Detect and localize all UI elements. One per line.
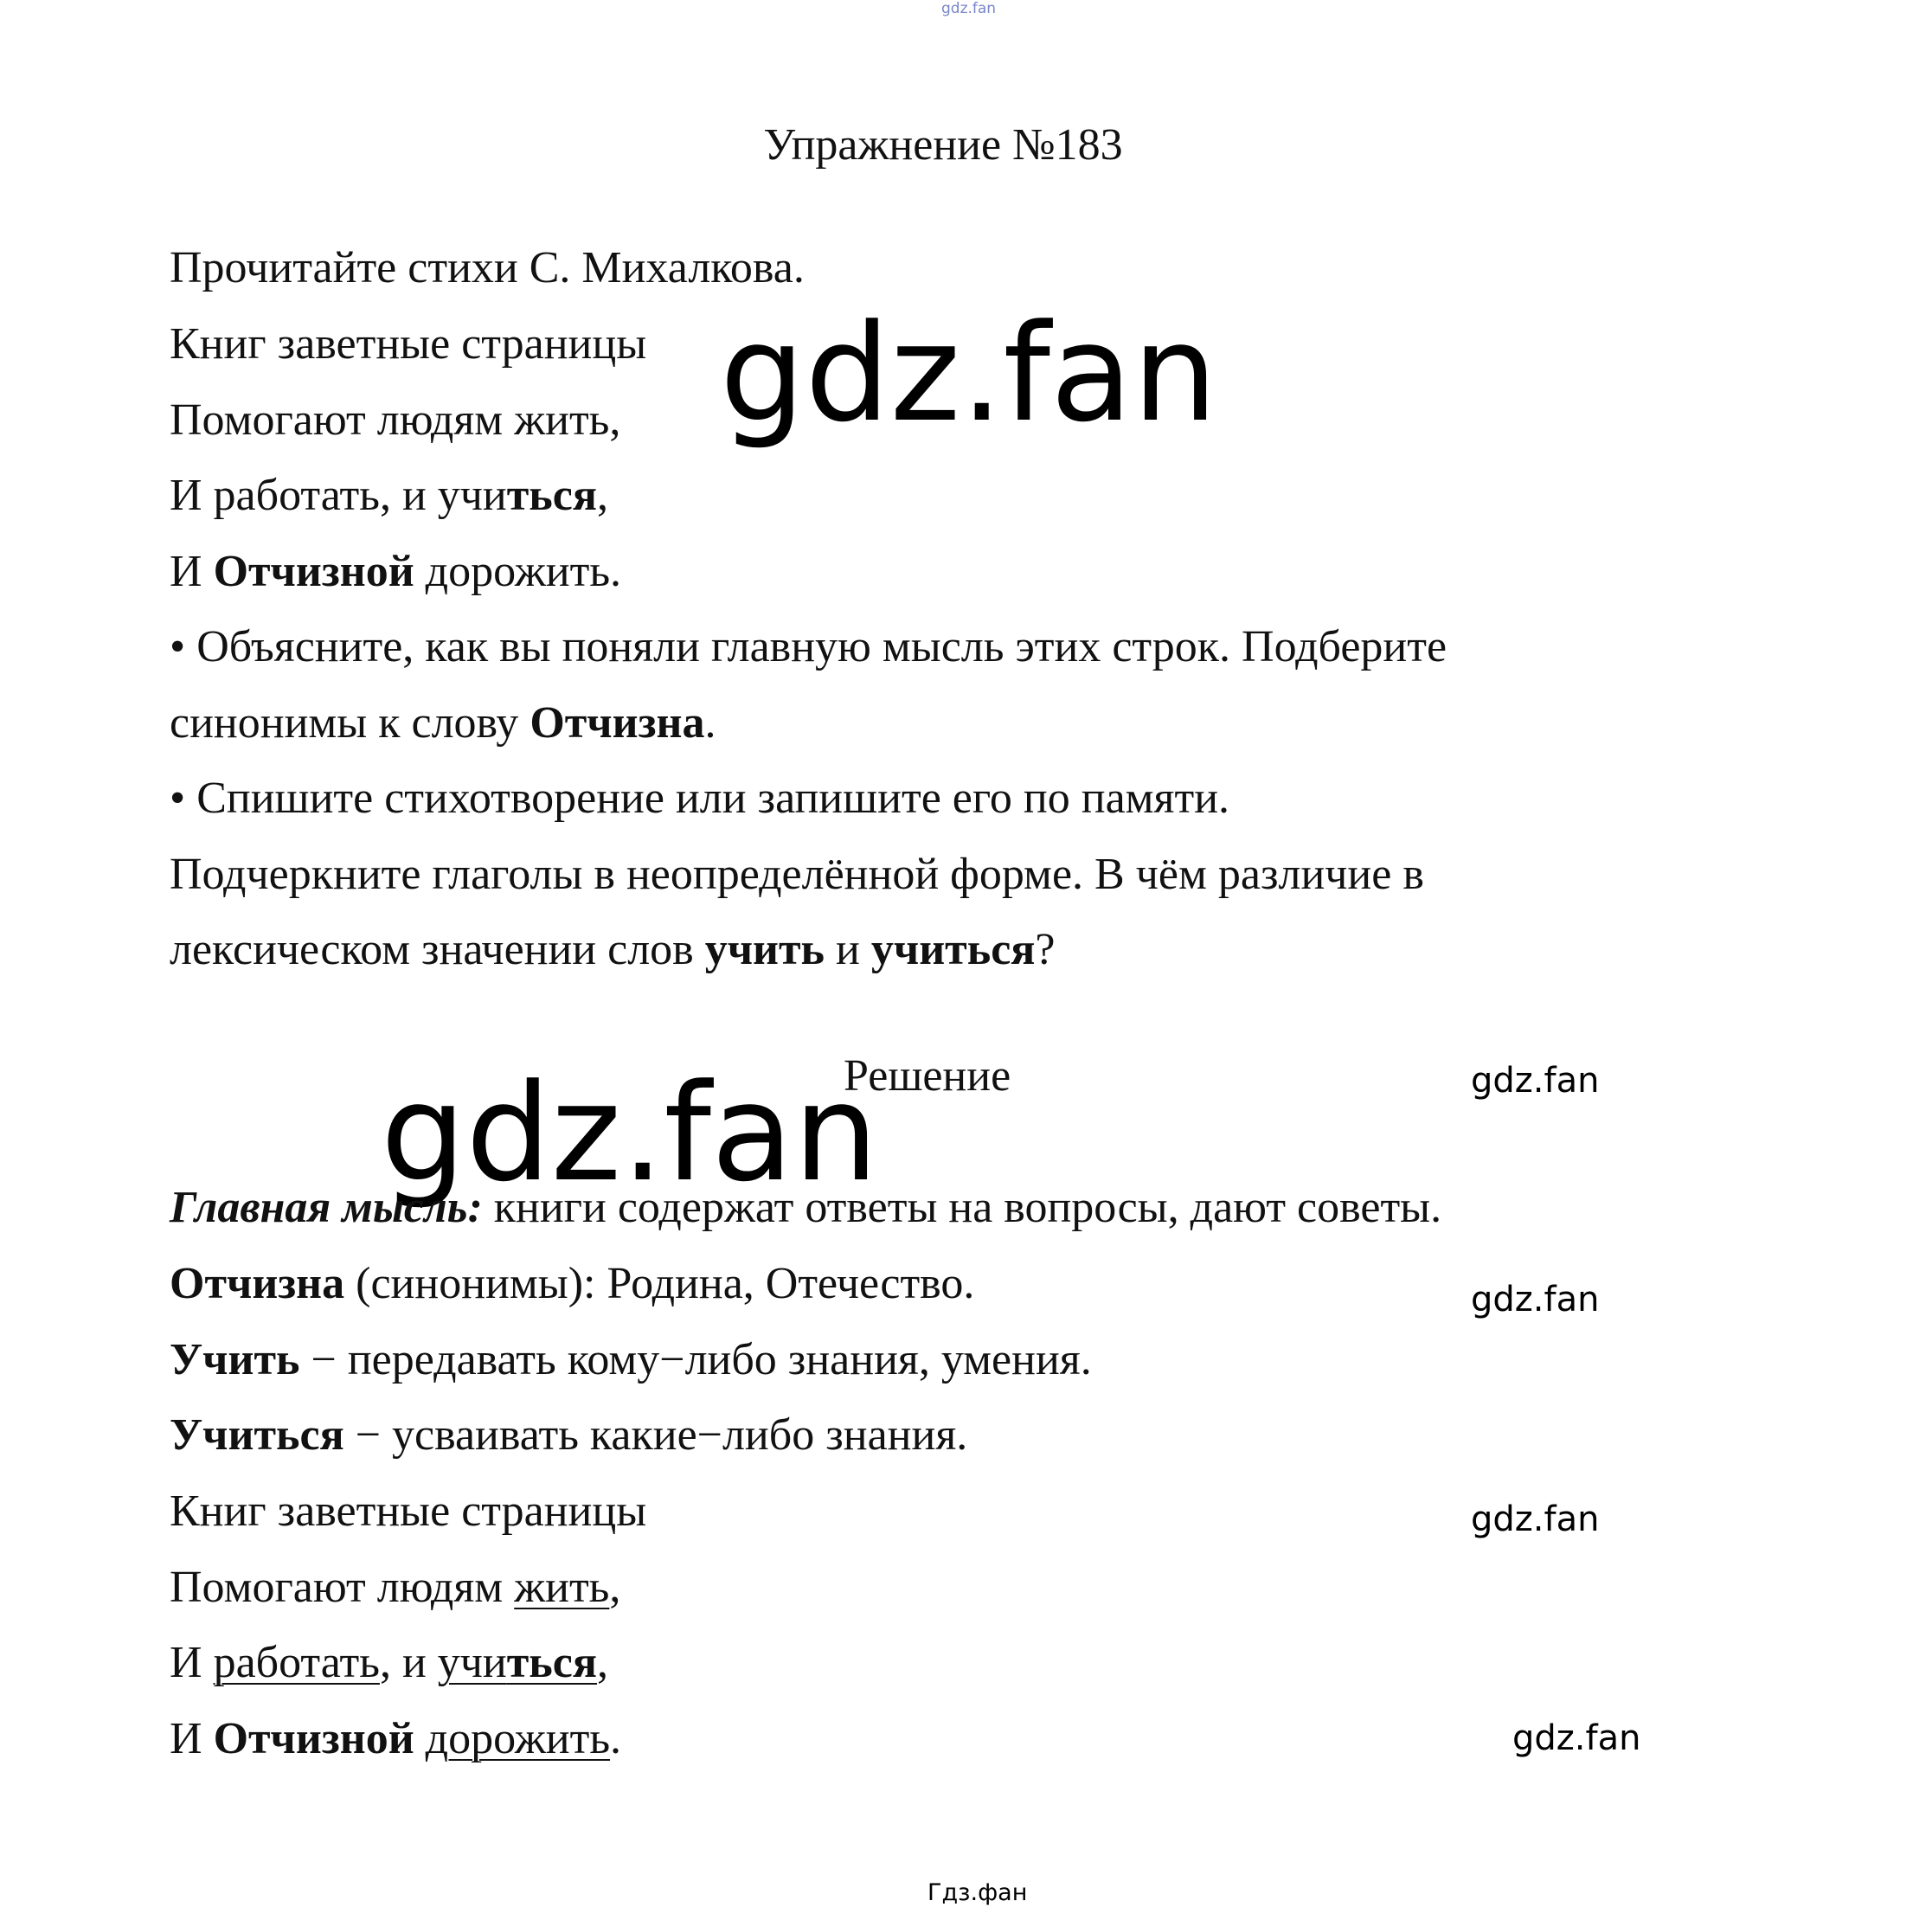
solution-poem-line-2-punct: , (609, 1563, 621, 1612)
solution-poem-line-3 (170, 1635, 608, 1691)
underlined-verb-dorozhit: дорожить (425, 1714, 611, 1763)
solution-poem-line-3-punct: , (597, 1638, 609, 1687)
main-idea-label: Главная мысль: (170, 1183, 483, 1232)
poem-line-2: Помогают людям жить, (170, 395, 621, 445)
uchitsya-suffix: ться (506, 1638, 598, 1687)
poem-line-3-bold: ться (506, 471, 598, 520)
task-3-word-2: учиться (870, 925, 1036, 974)
solution-poem-line-2 (170, 1560, 620, 1615)
task-1-punct: . (704, 698, 716, 748)
solution-poem-line-3-mid: , и (379, 1638, 438, 1687)
solution-uchitsya (170, 1408, 967, 1463)
poem-line-4-start: И (170, 547, 214, 596)
task-1-text: синонимы к слову (170, 698, 530, 748)
task-1-bold-word: Отчизна (530, 698, 705, 748)
uchit-label: Учить (170, 1335, 300, 1384)
uchitsya-stem: учи (437, 1638, 507, 1687)
underlined-verb-rabotat: работать (213, 1638, 380, 1687)
solution-main-idea (170, 1180, 1441, 1236)
watermark-large-1: gdz.fan (720, 295, 1218, 452)
task-3-word-1: учить (704, 925, 825, 974)
synonyms-label: Отчизна (170, 1259, 345, 1308)
poem-line-4-bold: Отчизной (213, 547, 414, 596)
top-watermark: gdz.fan (941, 0, 997, 17)
solution-synonyms (170, 1256, 974, 1312)
task-3-line-b (170, 922, 1056, 978)
watermark-small-4: gdz.fan (1512, 1718, 1641, 1758)
uchit-text: − передавать кому−либо знания, умения. (299, 1335, 1092, 1384)
task-3-text: лексическом значении слов (170, 925, 705, 974)
underlined-verb-uchitsya (438, 1638, 597, 1687)
poem-line-4-end: дорожить. (414, 547, 622, 596)
solution-poem-line-4-bold: Отчизной (213, 1714, 414, 1763)
poem-line-4 (170, 544, 621, 600)
task-3-question-mark: ? (1035, 925, 1056, 974)
footer-watermark: Гдз.фан (927, 1879, 1028, 1906)
poem-line-1: Книг заветные страницы (170, 319, 647, 369)
solution-poem-line-4-space (414, 1714, 426, 1763)
exercise-intro: Прочитайте стихи С. Михалкова. (170, 243, 805, 292)
synonyms-text: (синонимы): Родина, Отечество. (344, 1259, 975, 1308)
underlined-verb-zhit: жить (514, 1563, 610, 1612)
solution-poem-line-4 (170, 1711, 621, 1767)
page-title: Упражнение №183 (763, 120, 1123, 170)
uchitsya-label: Учиться (170, 1410, 344, 1460)
task-3-and: и (825, 925, 871, 974)
task-1-line-a: • Объясните, как вы поняли главную мысль этих строк. Подберите (170, 622, 1447, 671)
watermark-small-1: gdz.fan (1471, 1061, 1600, 1101)
main-idea-text: книги содержат ответы на вопросы, дают советы. (482, 1183, 1442, 1232)
watermark-small-3: gdz.fan (1471, 1499, 1600, 1539)
watermark-small-2: gdz.fan (1471, 1280, 1600, 1319)
solution-poem-line-4-punct: . (610, 1714, 622, 1763)
task-3-line-a: Подчеркните глаголы в неопределённой форме. В чём различие в (170, 850, 1424, 899)
uchitsya-text: − усваивать какие−либо знания. (343, 1410, 968, 1460)
watermark-large-2: gdz.fan (381, 1055, 879, 1211)
solution-uchit (170, 1332, 1092, 1388)
solution-poem-line-3-start: И (170, 1638, 214, 1687)
solution-heading: Решение (844, 1051, 1011, 1101)
solution-poem-line-4-start: И (170, 1714, 214, 1763)
poem-line-3-text: И работать, и учи (170, 471, 507, 520)
poem-line-3-punct: , (597, 471, 609, 520)
poem-line-3 (170, 468, 608, 523)
task-2: • Спишите стихотворение или запишите его по памяти. (170, 774, 1230, 823)
solution-poem-line-2-text: Помогают людям (170, 1563, 515, 1612)
solution-poem-line-1: Книг заветные страницы (170, 1486, 647, 1536)
task-1-line-b (170, 696, 716, 751)
